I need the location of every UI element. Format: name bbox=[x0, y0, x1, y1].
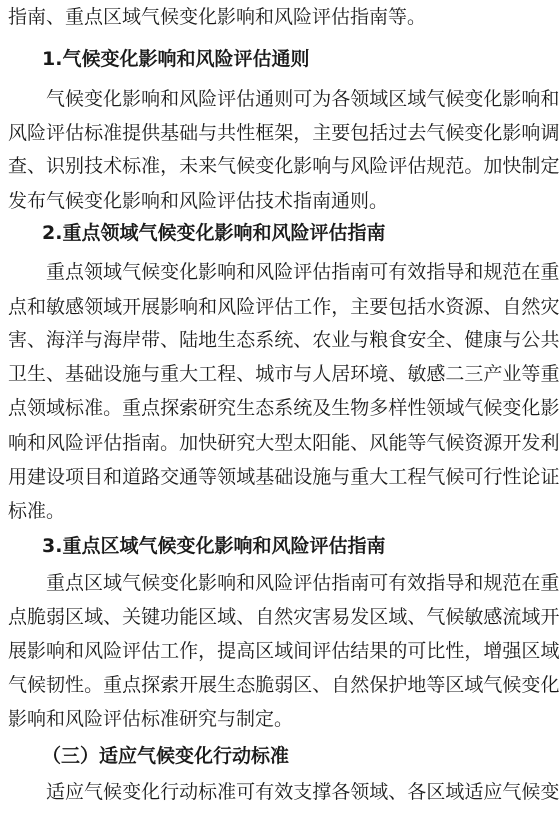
text-line: 重 点 领 域 气 候 变 化 影 响 和 风 险 评 估 指 南 可 有 效 指 导 和 规 范 在 重 bbox=[46, 261, 559, 283]
section-heading: 1.气候变化影响和风险评估通则 bbox=[42, 48, 310, 70]
text-line: 响 和 风 险 评 估 指 南 。 加 快 研 究 大 型 太 阳 能 、 风 能 等 气 候 资 源 开 发 利 bbox=[8, 432, 559, 454]
text-line: 发布气候变化影响和风险评估技术指南通则。 bbox=[8, 190, 389, 212]
text-line: 查 、 识 别 技 术 标 准 ， 未 来 气 候 变 化 影 响 与 风 险 评 估 规 范 。 加 快 制 定 bbox=[8, 155, 559, 177]
text-line: 风 险 评 估 标 准 提 供 基 础 与 共 性 框 架 ， 主 要 包 括 过 去 气 候 变 化 影 响 调 bbox=[8, 122, 559, 144]
text-line: 用 建 设 项 目 和 道 路 交 通 等 领 域 基 础 设 施 与 重 大 工 程 气 候 可 行 性 论 证 bbox=[8, 466, 559, 488]
text-line: 气 候 韧 性 。 重 点 探 索 开 展 生 态 脆 弱 区 、 自 然 保 护 地 等 区 域 气 候 变 化 bbox=[8, 674, 559, 696]
text-line: 卫 生 、 基 础 设 施 与 重 大 工 程 、 城 市 与 人 居 环 境 、 敏 感 二 三 产 业 等 重 bbox=[8, 363, 559, 385]
text-line: 展 影 响 和 风 险 评 估 工 作 ， 提 高 区 域 间 评 估 结 果 的 可 比 性 ， 增 强 区 域 bbox=[8, 640, 559, 662]
section-heading: （三）适应气候变化行动标准 bbox=[42, 745, 290, 767]
text-line: 点 领 域 标 准 。 重 点 探 索 研 究 生 态 系 统 及 生 物 多 样 性 领 域 气 候 变 化 影 bbox=[8, 397, 559, 419]
text-line: 标准。 bbox=[8, 500, 66, 522]
section-heading: 2.重点领域气候变化影响和风险评估指南 bbox=[42, 222, 386, 244]
text-line: 影响和风险评估标准研究与制定。 bbox=[8, 708, 294, 730]
text-line: 适 应 气 候 变 化 行 动 标 准 可 有 效 支 撑 各 领 域 、 各 区 域 适 应 气 候 变 bbox=[46, 781, 559, 803]
text-line: 气 候 变 化 影 响 和 风 险 评 估 通 则 可 为 各 领 域 区 域 气 候 变 化 影 响 和 bbox=[46, 88, 559, 110]
text-line: 点 脆 弱 区 域 、 关 键 功 能 区 域 、 自 然 灾 害 易 发 区 域 、 气 候 敏 感 流 域 开 bbox=[8, 606, 559, 628]
section-heading: 3.重点区域气候变化影响和风险评估指南 bbox=[42, 535, 386, 557]
text-line: 点 和 敏 感 领 域 开 展 影 响 和 风 险 评 估 工 作 ， 主 要 包 括 水 资 源 、 自 然 灾 bbox=[8, 296, 559, 318]
text-line: 重 点 区 域 气 候 变 化 影 响 和 风 险 评 估 指 南 可 有 效 指 导 和 规 范 在 重 bbox=[46, 572, 559, 594]
text-line: 指南、重点区域气候变化影响和风险评估指南等。 bbox=[8, 6, 427, 28]
text-line: 害 、 海 洋 与 海 岸 带 、 陆 地 生 态 系 统 、 农 业 与 粮 食 安 全 、 健 康 与 公 共 bbox=[8, 329, 559, 351]
